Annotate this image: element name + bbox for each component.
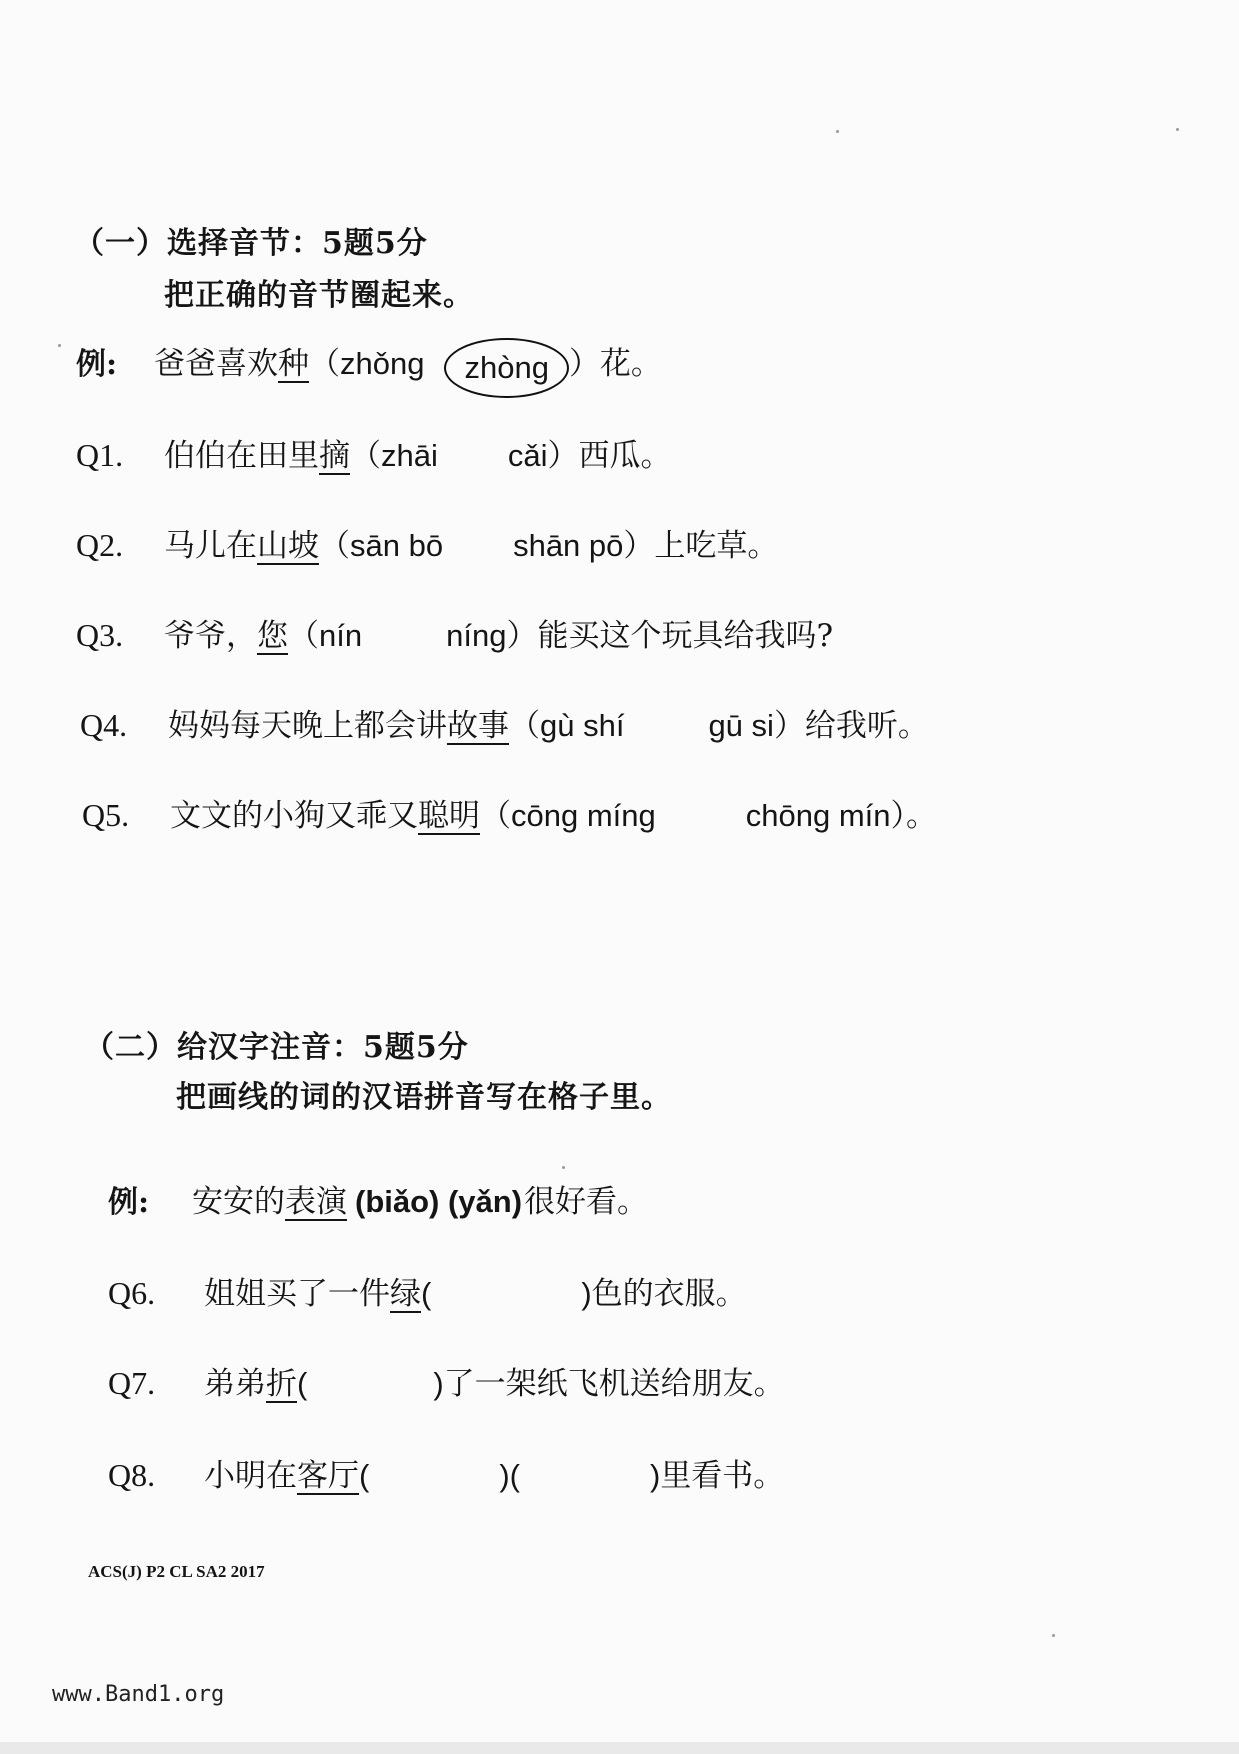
scan-speck (58, 344, 61, 347)
q1-option-1[interactable]: zhāi (381, 438, 438, 473)
q3-option-2[interactable]: níng (446, 618, 507, 653)
q5-option-2[interactable]: chōng mín (745, 798, 891, 833)
website-watermark: www.Band1.org (52, 1682, 225, 1707)
example2-label: 例: (108, 1185, 150, 1220)
q4-option-2[interactable]: gū si (708, 708, 774, 743)
q1-text-pre: 伯伯在田里 (164, 438, 319, 474)
q6-open: ( (421, 1276, 432, 1311)
question-q6 (108, 1268, 747, 1313)
example-opt1: zhǒng (340, 346, 425, 381)
section2-instruction: 把画线的词的汉语拼音写在格子里。 (176, 1080, 672, 1115)
q5-target-word: 聪明 (418, 798, 480, 834)
example-label: 例: (76, 347, 118, 382)
example-opt2-circled: zhòng (444, 338, 568, 398)
scan-speck (562, 1166, 565, 1169)
q6-text-pre: 姐姐买了一件 (204, 1276, 390, 1312)
question-q5 (82, 790, 937, 835)
exam-code: ACS(J) P2 CL SA2 2017 (88, 1562, 265, 1581)
q2-text-post: ）上吃草。 (623, 528, 779, 564)
q3-open: （ (288, 618, 319, 654)
q8-number: Q8. (108, 1457, 156, 1493)
q4-target-word: 故事 (447, 708, 509, 744)
q5-text-pre: 文文的小狗又乖又 (170, 798, 418, 834)
q2-option-1[interactable]: sān bō (350, 528, 444, 563)
q2-target-word: 山坡 (257, 528, 319, 564)
example-post: ）花。 (568, 346, 662, 382)
q4-open: （ (509, 708, 540, 744)
q5-open: （ (480, 798, 511, 834)
q3-number: Q3. (76, 617, 124, 653)
section1-heading: （一）选择音节：5题5分 (74, 226, 428, 261)
q2-text-pre: 马儿在 (164, 528, 257, 564)
example-pre: 爸爸喜欢 (154, 346, 278, 382)
q3-target-word: 您 (257, 618, 288, 654)
q5-number: Q5. (82, 797, 130, 833)
section1-example (76, 334, 662, 394)
q7-text-pre: 弟弟 (204, 1366, 266, 1402)
q3-text-post: ）能买这个玩具给我吗? (506, 618, 834, 654)
q4-text-pre: 妈妈每天晚上都会讲 (168, 708, 447, 744)
scan-speck (1176, 128, 1179, 131)
q1-option-2[interactable]: cǎi (507, 438, 548, 473)
q1-target-word: 摘 (319, 438, 350, 474)
q7-text-post: 了一架纸飞机送给朋友。 (443, 1366, 785, 1402)
question-q4 (80, 700, 929, 745)
q7-target-word: 折 (266, 1366, 297, 1402)
q8-close: ) (649, 1458, 661, 1493)
q4-number: Q4. (80, 707, 128, 743)
q5-text-post: ）。 (890, 798, 938, 834)
q8-target-word: 客厅 (297, 1458, 359, 1494)
example2-answer: (biǎo) (yǎn) (355, 1184, 523, 1219)
q1-open: （ (350, 438, 381, 474)
section1-instruction: 把正确的音节圈起来。 (164, 278, 474, 313)
q4-text-post: ）给我听。 (773, 708, 929, 744)
q1-text-post: ）西瓜。 (547, 438, 672, 474)
q3-option-1[interactable]: nín (319, 618, 363, 653)
question-q1 (76, 430, 672, 475)
q5-option-1[interactable]: cōng míng (511, 798, 656, 833)
q6-close: ) (581, 1276, 592, 1311)
q6-number: Q6. (108, 1275, 156, 1311)
q8-text-post: 里看书。 (660, 1458, 785, 1494)
q8-open: ( (359, 1458, 370, 1493)
q3-text-pre: 爷爷， (164, 618, 257, 654)
example2-word: 表演 (285, 1184, 347, 1220)
example2-post: 很好看。 (524, 1184, 649, 1220)
q7-number: Q7. (108, 1365, 156, 1401)
scan-speck (1052, 1634, 1055, 1637)
q6-target-word: 绿 (390, 1276, 421, 1312)
q4-option-1[interactable]: gù shí (540, 708, 625, 743)
q2-option-2[interactable]: shān pō (513, 528, 624, 563)
question-q3 (76, 610, 833, 655)
section2-example (108, 1176, 648, 1221)
q1-number: Q1. (76, 437, 124, 473)
q6-text-post: 色的衣服。 (591, 1276, 747, 1312)
question-q7 (108, 1358, 785, 1403)
question-q2 (76, 520, 778, 565)
q2-number: Q2. (76, 527, 124, 563)
scan-edge (0, 1742, 1239, 1754)
example-word: 种 (278, 346, 309, 382)
example-open: （ (309, 346, 340, 382)
question-q8 (108, 1450, 784, 1495)
q2-open: （ (319, 528, 350, 564)
q7-open: ( (297, 1366, 308, 1401)
example2-pre: 安安的 (192, 1184, 285, 1220)
scan-speck (836, 130, 839, 133)
section2-heading: （二）给汉字注音：5题5分 (84, 1030, 469, 1065)
q8-text-pre: 小明在 (204, 1458, 297, 1494)
q7-close: ) (433, 1366, 444, 1401)
q8-mid: )( (499, 1458, 520, 1493)
